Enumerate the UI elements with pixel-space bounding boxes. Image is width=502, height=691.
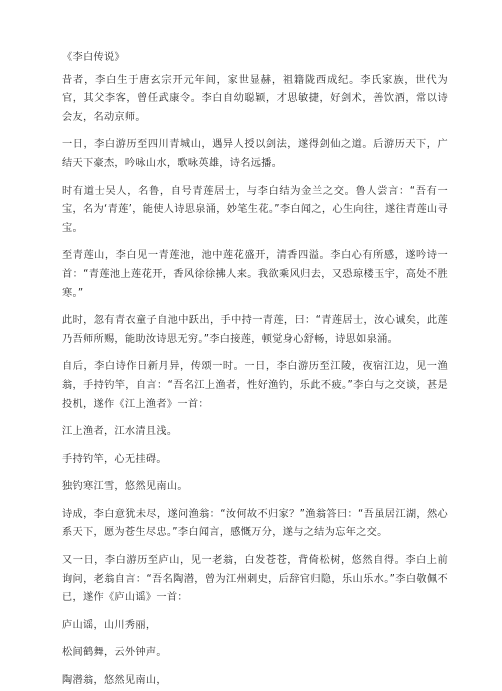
paragraph-4: 至青莲山，李白见一青莲池，池中莲花盛开，清香四溢。李白心有所感，遂吟诗一首：“青莲池上莲花开，香风徐徐拂人来。我欲乘风归去，又恐琼楼玉宇，高处不胜寒。” bbox=[62, 250, 448, 299]
paragraph-5: 此时，忽有青衣童子自池中跃出，手中持一青莲，曰：“青莲居士，汝心诚矣，此莲乃吾师所赐，能助汝诗思无穷。”李白接莲，顿觉身心舒畅，诗思如泉涌。 bbox=[62, 315, 448, 345]
paragraph-1: 昔者，李白生于唐玄宗开元年间，家世显赫，祖籍陇西成纪。李氏家族，世代为官，其父李客，曾任武康令。李白自幼聪颖，才思敏捷，好剑术，善饮酒，常以诗会友，名动京师。 bbox=[62, 74, 448, 123]
poem-line-5: 松间鹤舞，云外钟声。 bbox=[62, 647, 167, 659]
paragraph-3: 时有道士吴人，名鲁，自号青莲居士，与李白结为金兰之交。鲁人尝言：“吾有一宝，名为‘青莲’，能使人诗思泉涌，妙笔生花。”李白闻之，心生向往，遂往青莲山寻宝。 bbox=[62, 185, 448, 234]
paragraph-6: 自后，李白诗作日新月异，传颂一时。一日，李白游历至江陵，夜宿江边，见一渔翁，手持钓竿，自言：“吾名江上渔者，性好渔钓，乐此不疲。”李白与之交谈，甚是投机，遂作《江上渔者》一首： bbox=[62, 361, 448, 410]
poem-line-2: 手持钓竿，心无挂碍。 bbox=[62, 453, 167, 465]
poem-line-4: 庐山谣，山川秀丽， bbox=[62, 619, 157, 631]
poem-line-3: 独钓寒江雪，悠然见南山。 bbox=[62, 481, 188, 493]
poem-line-6: 陶潜翁，悠然见南山， bbox=[62, 675, 167, 687]
paragraph-8: 又一日，李白游历至庐山，见一老翁，白发苍苍，背倚松树，悠然自得。李白上前询问，老翁自言：“吾名陶潜，曾为江州刺史，后辞官归隐，乐山乐水。”李白敬佩不已，遂作《庐山谣》一首： bbox=[62, 555, 448, 604]
paragraph-2: 一日，李白游历至四川青城山，遇异人授以剑法，遂得剑仙之道。后游历天下，广结天下豪杰，吟咏山水，歌咏英雄，诗名远播。 bbox=[62, 139, 448, 169]
paragraph-7: 诗成，李白意犹未尽，遂问渔翁：“汝何故不归家？”渔翁答曰：“吾虽居江湖，然心系天下，愿为苍生尽忠。”李白闻言，感慨万分，遂与之结为忘年之交。 bbox=[62, 508, 448, 539]
document-title: 《李白传说》 bbox=[62, 52, 125, 63]
document-body bbox=[62, 49, 448, 691]
poem-line-1: 江上渔者，江水清且浅。 bbox=[62, 426, 178, 438]
